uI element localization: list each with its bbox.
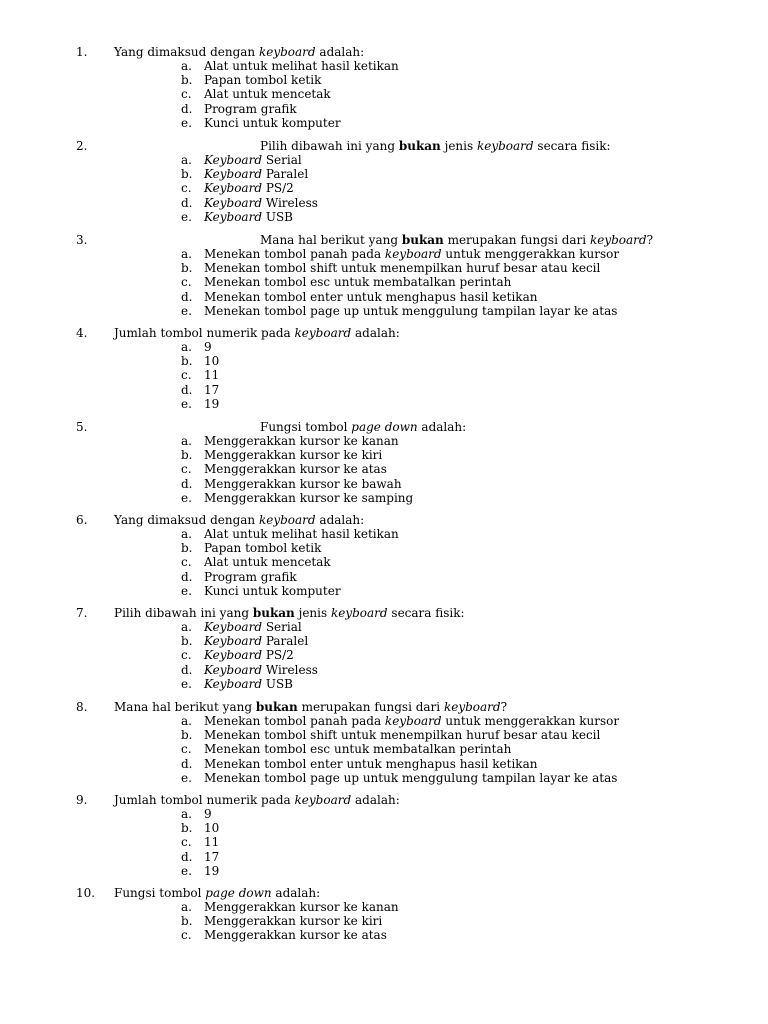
option-text — [204, 153, 302, 167]
italic-term: Keyboard — [204, 167, 263, 182]
question-stem-line — [0, 886, 768, 900]
question-item — [0, 606, 768, 691]
question-item — [0, 420, 768, 505]
text-run: Menggerakkan kursor ke kiri — [204, 914, 383, 929]
option-text — [204, 247, 619, 261]
option-text — [204, 434, 399, 448]
question-item — [0, 513, 768, 598]
answer-option — [0, 620, 768, 634]
option-text — [204, 304, 617, 318]
option-text — [204, 757, 537, 771]
text-run: Menekan tombol panah pada — [204, 714, 385, 728]
bold-term: bukan — [401, 233, 444, 247]
text-run: 11 — [204, 368, 220, 383]
italic-term: Keyboard — [204, 662, 263, 677]
answer-option — [0, 368, 768, 382]
question-number: 2. — [76, 139, 88, 153]
text-run: adalah: — [271, 886, 321, 900]
answer-option — [0, 397, 768, 411]
italic-term: keyboard — [476, 139, 534, 153]
option-letter: b. — [181, 728, 193, 743]
question-stem-line — [0, 420, 768, 434]
text-run: 10 — [204, 354, 220, 369]
text-run: Alat untuk mencetak — [204, 555, 331, 570]
text-run: jenis — [294, 606, 331, 620]
answer-option — [0, 900, 768, 914]
text-run: Fungsi tombol — [260, 420, 352, 434]
option-text — [204, 368, 219, 382]
text-run: Program grafik — [204, 101, 297, 116]
option-text — [204, 677, 293, 691]
option-letter: a. — [181, 807, 192, 821]
answer-option — [0, 102, 768, 116]
answer-option — [0, 181, 768, 195]
option-letter: c. — [181, 648, 192, 663]
answer-option — [0, 527, 768, 541]
option-letter: d. — [181, 756, 193, 771]
text-run: Program grafik — [204, 569, 297, 584]
option-letter: a. — [181, 527, 192, 541]
answer-option — [0, 167, 768, 181]
bold-term: bukan — [255, 700, 298, 714]
option-text — [204, 835, 219, 849]
text-run: Menggerakkan kursor ke bawah — [204, 476, 402, 491]
text-run: 9 — [204, 340, 212, 354]
option-text — [204, 620, 302, 634]
option-letter: a. — [181, 59, 192, 73]
text-run: 9 — [204, 807, 212, 821]
answer-option — [0, 771, 768, 785]
text-run: Alat untuk mencetak — [204, 87, 331, 102]
answer-option — [0, 196, 768, 210]
question-text — [114, 606, 465, 620]
text-run: Fungsi tombol — [114, 886, 206, 900]
text-run: Menekan tombol esc untuk membatalkan perintah — [204, 742, 512, 757]
question-stem-line — [0, 700, 768, 714]
option-text — [204, 383, 219, 397]
answer-option — [0, 87, 768, 101]
option-letter: a. — [181, 434, 192, 448]
text-run: Pilih dibawah ini yang — [114, 606, 253, 620]
text-run: Jumlah tombol numerik pada — [114, 793, 295, 807]
text-run: Menekan tombol enter untuk menghapus hasil ketikan — [204, 289, 538, 304]
answer-option — [0, 491, 768, 505]
text-run: 17 — [204, 382, 220, 397]
option-letter: e. — [181, 863, 192, 878]
question-number: 9. — [76, 793, 88, 807]
answer-option — [0, 728, 768, 742]
option-text — [204, 821, 219, 835]
text-run: Papan tombol ketik — [204, 541, 322, 556]
text-run: Menggerakkan kursor ke atas — [204, 462, 387, 477]
option-letter: e. — [181, 303, 192, 318]
question-stem-line — [0, 606, 768, 620]
option-letter: d. — [181, 382, 193, 397]
question-item — [0, 793, 768, 878]
text-run: Paralel — [262, 167, 309, 182]
answer-option — [0, 541, 768, 555]
option-letter: e. — [181, 583, 192, 598]
answer-option — [0, 663, 768, 677]
answer-option — [0, 290, 768, 304]
option-text — [204, 742, 511, 756]
answer-option — [0, 584, 768, 598]
text-run: Menekan tombol shift untuk menempilkan huruf besar atau kecil — [204, 261, 601, 276]
italic-term: page down — [205, 886, 272, 900]
text-run: 19 — [204, 396, 220, 411]
option-text — [204, 663, 318, 677]
answer-option — [0, 340, 768, 354]
option-letter: e. — [181, 115, 192, 130]
option-letter: d. — [181, 849, 193, 864]
text-run: merupakan fungsi dari — [297, 700, 444, 714]
text-run: Kunci untuk komputer — [204, 115, 341, 130]
option-letter: a. — [181, 714, 192, 728]
option-text — [204, 584, 341, 598]
option-letter: d. — [181, 662, 193, 677]
text-run: PS/2 — [262, 181, 294, 196]
italic-term: keyboard — [384, 247, 442, 261]
option-letter: c. — [181, 275, 192, 290]
option-text — [204, 210, 293, 224]
option-letter: a. — [181, 620, 192, 634]
text-run: Menekan tombol panah pada — [204, 247, 385, 261]
option-text — [204, 807, 212, 821]
text-run: Papan tombol ketik — [204, 73, 322, 88]
text-run: Yang dimaksud dengan — [114, 513, 259, 527]
answer-option — [0, 304, 768, 318]
italic-term: keyboard — [258, 45, 316, 59]
question-number: 1. — [76, 45, 88, 59]
question-text — [114, 326, 400, 340]
option-letter: e. — [181, 209, 192, 224]
option-letter: a. — [181, 340, 192, 354]
bold-term: bukan — [398, 139, 441, 153]
text-run: merupakan fungsi dari — [443, 233, 590, 247]
option-text — [204, 340, 212, 354]
option-letter: c. — [181, 462, 192, 477]
text-run: Menekan tombol page up untuk menggulung tampilan layar ke atas — [204, 770, 618, 785]
option-letter: e. — [181, 490, 192, 505]
option-text — [204, 850, 219, 864]
option-text — [204, 462, 387, 476]
answer-option — [0, 555, 768, 569]
option-letter: d. — [181, 476, 193, 491]
option-text — [204, 527, 399, 541]
answer-option — [0, 383, 768, 397]
answer-option — [0, 864, 768, 878]
text-run: USB — [262, 676, 293, 691]
option-text — [204, 491, 413, 505]
text-run: Kunci untuk komputer — [204, 583, 341, 598]
text-run: jenis — [440, 139, 477, 153]
question-text — [114, 700, 507, 714]
option-text — [204, 181, 294, 195]
question-item — [0, 233, 768, 318]
answer-option — [0, 714, 768, 728]
answer-option — [0, 835, 768, 849]
answer-option — [0, 73, 768, 87]
option-text — [204, 102, 297, 116]
option-text — [204, 928, 387, 942]
italic-term: keyboard — [589, 233, 647, 247]
question-item — [0, 45, 768, 130]
text-run: Alat untuk melihat hasil ketikan — [204, 527, 399, 541]
question-stem-line — [0, 793, 768, 807]
option-letter: c. — [181, 928, 192, 943]
option-letter: c. — [181, 835, 192, 850]
question-text — [114, 886, 320, 900]
answer-option — [0, 59, 768, 73]
text-run: Paralel — [262, 634, 309, 649]
answer-option — [0, 807, 768, 821]
italic-term: Keyboard — [204, 634, 263, 649]
option-letter: b. — [181, 914, 193, 929]
question-stem-line — [0, 139, 768, 153]
text-run: Menggerakkan kursor ke kiri — [204, 448, 383, 463]
text-run: adalah: — [315, 513, 365, 527]
answer-option — [0, 448, 768, 462]
text-run: 17 — [204, 849, 220, 864]
option-letter: d. — [181, 569, 193, 584]
text-run: ? — [646, 233, 654, 247]
option-letter: c. — [181, 555, 192, 570]
bold-term: bukan — [252, 606, 295, 620]
answer-option — [0, 821, 768, 835]
text-run: untuk menggerakkan kursor — [441, 247, 620, 261]
question-item — [0, 326, 768, 411]
text-run: secara fisik: — [387, 606, 465, 620]
option-text — [204, 570, 297, 584]
text-run: adalah: — [417, 420, 467, 434]
answer-option — [0, 757, 768, 771]
question-item — [0, 139, 768, 224]
answer-option — [0, 850, 768, 864]
question-text — [114, 513, 364, 527]
option-letter: b. — [181, 261, 193, 276]
option-letter: b. — [181, 354, 193, 369]
answer-option — [0, 928, 768, 942]
text-run: Menggerakkan kursor ke kanan — [204, 900, 399, 914]
option-letter: c. — [181, 742, 192, 757]
text-run: Serial — [262, 153, 302, 167]
option-text — [204, 900, 399, 914]
question-text — [260, 420, 466, 434]
option-letter: b. — [181, 448, 193, 463]
option-text — [204, 634, 308, 648]
question-stem-line — [0, 233, 768, 247]
text-run: USB — [262, 209, 293, 224]
option-text — [204, 771, 617, 785]
italic-term: keyboard — [443, 700, 501, 714]
text-run: 19 — [204, 863, 220, 878]
question-text — [114, 793, 400, 807]
option-text — [204, 555, 331, 569]
text-run: Menekan tombol shift untuk menempilkan huruf besar atau kecil — [204, 728, 601, 743]
answer-option — [0, 434, 768, 448]
text-run: Menggerakkan kursor ke kanan — [204, 434, 399, 448]
question-stem-line — [0, 45, 768, 59]
answer-option — [0, 648, 768, 662]
question-text — [260, 139, 611, 153]
text-run: Yang dimaksud dengan — [114, 45, 259, 59]
italic-term: Keyboard — [204, 209, 263, 224]
question-number: 5. — [76, 420, 88, 434]
text-run: adalah: — [351, 326, 400, 340]
text-run: Alat untuk melihat hasil ketikan — [204, 59, 399, 73]
text-run: untuk menggerakkan kursor — [441, 714, 620, 728]
option-letter: a. — [181, 153, 192, 167]
option-text — [204, 87, 331, 101]
answer-option — [0, 354, 768, 368]
italic-term: Keyboard — [204, 153, 263, 167]
option-text — [204, 448, 382, 462]
italic-term: keyboard — [330, 606, 388, 620]
question-number: 6. — [76, 513, 88, 527]
question-stem-line — [0, 326, 768, 340]
italic-term: Keyboard — [204, 181, 263, 196]
italic-term: keyboard — [294, 326, 352, 340]
option-letter: e. — [181, 770, 192, 785]
text-run: Serial — [262, 620, 302, 634]
answer-option — [0, 570, 768, 584]
answer-option — [0, 477, 768, 491]
italic-term: Keyboard — [204, 648, 263, 663]
italic-term: keyboard — [258, 513, 316, 527]
option-letter: c. — [181, 87, 192, 102]
question-text — [114, 45, 364, 59]
option-text — [204, 648, 294, 662]
option-text — [204, 275, 511, 289]
answer-option — [0, 462, 768, 476]
answer-option — [0, 742, 768, 756]
option-text — [204, 914, 382, 928]
option-text — [204, 116, 341, 130]
question-number: 10. — [76, 886, 96, 900]
question-item — [0, 700, 768, 785]
answer-option — [0, 247, 768, 261]
option-letter: e. — [181, 396, 192, 411]
text-run: 10 — [204, 821, 220, 836]
option-text — [204, 354, 219, 368]
text-run: secara fisik: — [533, 139, 611, 153]
option-text — [204, 167, 308, 181]
answer-option — [0, 116, 768, 130]
text-run: Wireless — [262, 195, 318, 210]
answer-option — [0, 275, 768, 289]
italic-term: keyboard — [384, 714, 442, 728]
option-text — [204, 397, 219, 411]
question-item — [0, 886, 768, 943]
answer-option — [0, 634, 768, 648]
option-text — [204, 290, 537, 304]
text-run: Menekan tombol esc untuk membatalkan perintah — [204, 275, 512, 290]
option-letter: b. — [181, 541, 193, 556]
italic-term: Keyboard — [204, 620, 263, 634]
italic-term: keyboard — [294, 793, 352, 807]
option-letter: b. — [181, 167, 193, 182]
option-letter: c. — [181, 368, 192, 383]
text-run: Menekan tombol page up untuk menggulung tampilan layar ke atas — [204, 303, 618, 318]
text-run: ? — [500, 700, 508, 714]
option-letter: a. — [181, 900, 192, 914]
text-run: Wireless — [262, 662, 318, 677]
answer-option — [0, 153, 768, 167]
option-letter: e. — [181, 676, 192, 691]
option-text — [204, 541, 321, 555]
option-text — [204, 59, 399, 73]
text-run: adalah: — [351, 793, 400, 807]
answer-option — [0, 677, 768, 691]
question-stem-line — [0, 513, 768, 527]
option-letter: d. — [181, 195, 193, 210]
option-text — [204, 477, 402, 491]
answer-option — [0, 914, 768, 928]
question-number: 8. — [76, 700, 88, 714]
text-run: PS/2 — [262, 648, 294, 663]
option-text — [204, 864, 219, 878]
option-text — [204, 714, 619, 728]
text-run: Mana hal berikut yang — [260, 233, 402, 247]
question-number: 3. — [76, 233, 88, 247]
answer-option — [0, 261, 768, 275]
option-letter: d. — [181, 101, 193, 116]
italic-term: page down — [351, 420, 418, 434]
option-letter: d. — [181, 289, 193, 304]
option-text — [204, 728, 600, 742]
question-number: 4. — [76, 326, 88, 340]
text-run: Menggerakkan kursor ke atas — [204, 928, 387, 943]
option-letter: b. — [181, 821, 193, 836]
option-letter: a. — [181, 247, 192, 261]
answer-option — [0, 210, 768, 224]
text-run: Menggerakkan kursor ke samping — [204, 490, 414, 505]
text-run: Mana hal berikut yang — [114, 700, 256, 714]
text-run: Pilih dibawah ini yang — [260, 139, 399, 153]
italic-term: Keyboard — [204, 676, 263, 691]
question-text — [260, 233, 653, 247]
option-letter: b. — [181, 634, 193, 649]
text-run: adalah: — [315, 45, 365, 59]
option-text — [204, 196, 318, 210]
option-text — [204, 261, 600, 275]
italic-term: Keyboard — [204, 195, 263, 210]
text-run: Jumlah tombol numerik pada — [114, 326, 295, 340]
text-run: Menekan tombol enter untuk menghapus hasil ketikan — [204, 756, 538, 771]
question-number: 7. — [76, 606, 88, 620]
text-run: 11 — [204, 835, 220, 850]
option-letter: c. — [181, 181, 192, 196]
option-text — [204, 73, 321, 87]
option-letter: b. — [181, 73, 193, 88]
